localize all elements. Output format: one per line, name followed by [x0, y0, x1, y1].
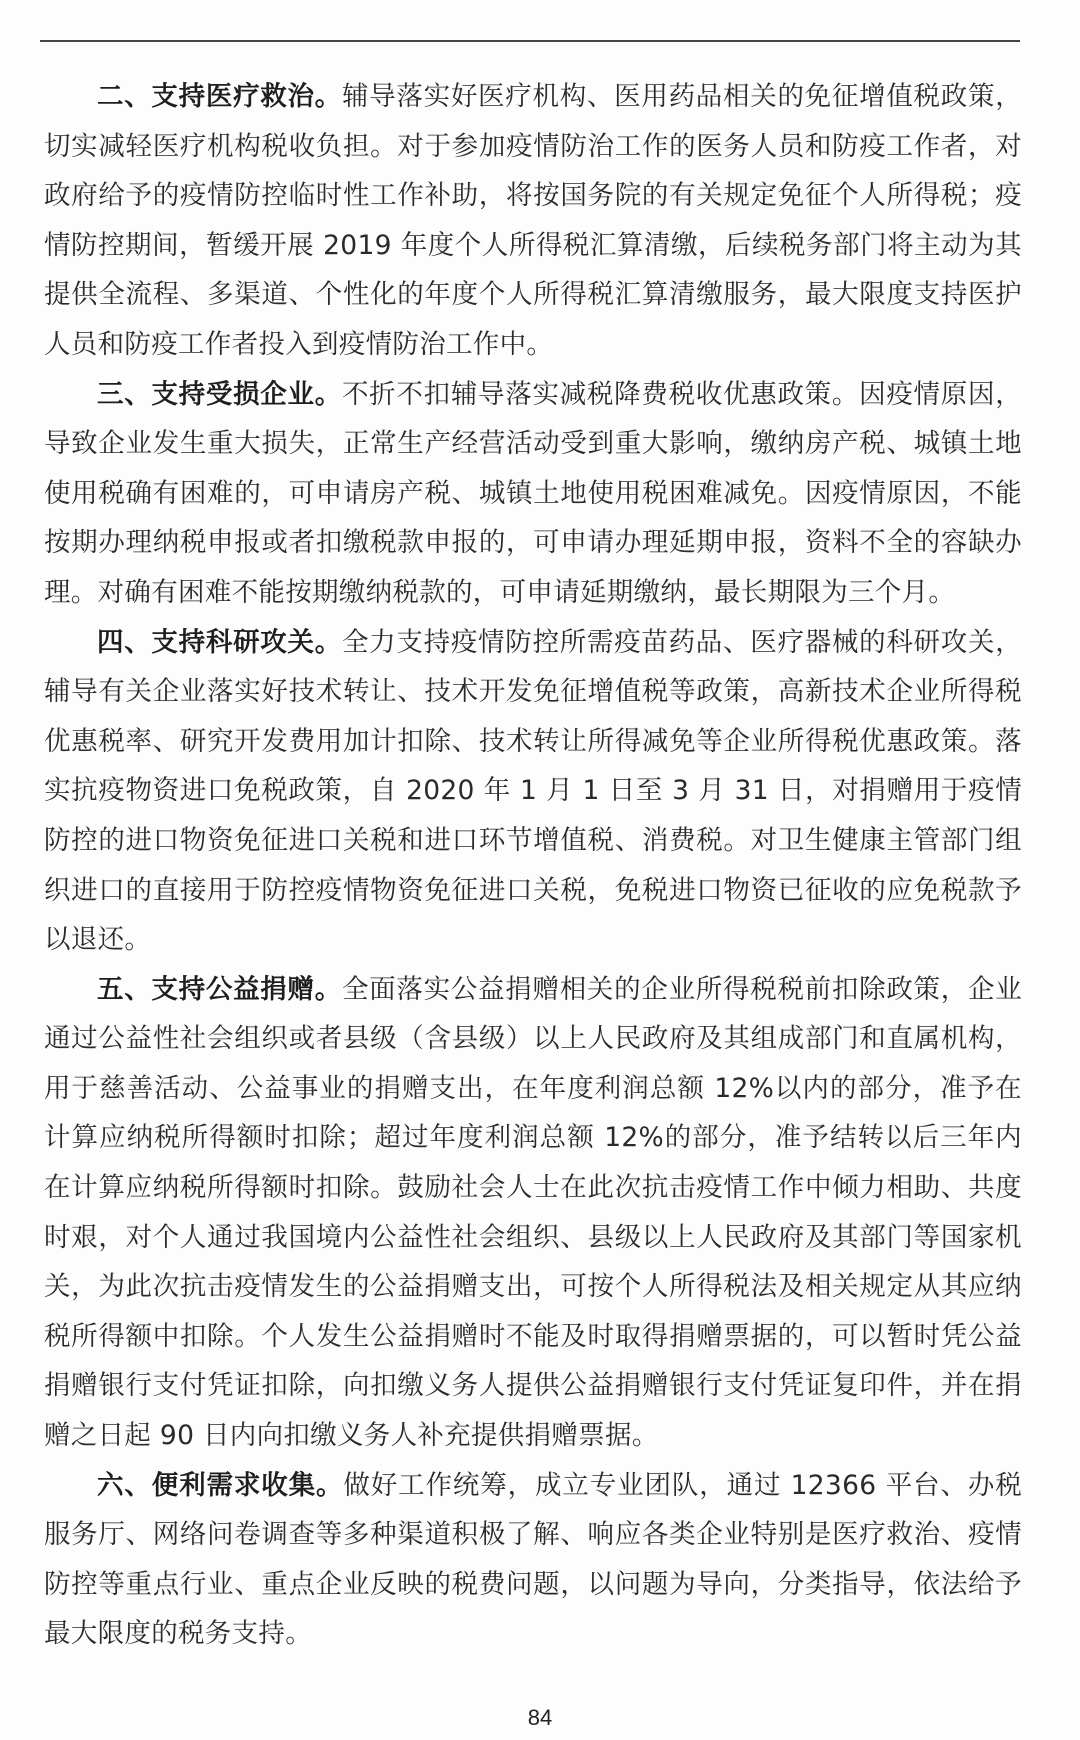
section-text: 全面落实公益捐赠相关的企业所得税税前扣除政策，企业通过公益性社会组织或者县级（含县级）以上人民政府及其组成部门和直属机构，用于慈善活动、公益事业的捐赠支出，在年度利润总额 12%以内的部分，准予在计算应纳税所得额时扣除；超过年度利润总额 12%的部分，准予结转以后三年内在计算应纳税所得额时扣除。鼓励社会人士在此次抗击疫情工作中倾力相助、共度时艰，对个人通过我国境内公益性社会组织、县级以上人民政府及其部门等国家机关，为此次抗击疫情发生的公益捐赠支出，可按个人所得税法及相关规定从其应纳税所得额中扣除。个人发生公益捐赠时不能及时取得捐赠票据的，可以暂时凭公益捐赠银行支付凭证扣除，向扣缴义务人提供公益捐赠银行支付凭证复印件，并在捐赠之日起 90 日内向扣缴义务人补充提供捐赠票据。	[44, 973, 1023, 1452]
page-number: 84	[527, 1705, 553, 1730]
section-demand-collection	[44, 1461, 1022, 1659]
section-research	[44, 618, 1022, 965]
document-body	[44, 72, 1022, 1659]
section-heading: 五、支持公益捐赠。	[97, 973, 342, 1005]
section-medical-treatment	[44, 72, 1022, 370]
section-heading: 二、支持医疗救治。	[97, 81, 342, 112]
section-text: 辅导落实好医疗机构、医用药品相关的免征增值税政策，切实减轻医疗机构税收负担。对于参加疫情防治工作的医务人员和防疫工作者，对政府给予的疫情防控临时性工作补助，将按国务院的有关规定免征个人所得税；疫情防控期间，暂缓开展 2019 年度个人所得税汇算清缴，后续税务部门将主动为其提供全流程、多渠道、个性化的年度个人所得税汇算清缴服务，最大限度支持医护人员和防疫工作者投入到疫情防治工作中。	[44, 81, 1023, 360]
section-text: 全力支持疫情防控所需疫苗药品、医疗器械的科研攻关，辅导有关企业落实好技术转让、技术开发免征增值税等政策，高新技术企业所得税优惠税率、研究开发费用加计扣除、技术转让所得减免等企业所得税优惠政策。落实抗疫物资进口免税政策，自 2020 年 1 月 1 日至 3 月 31 日，对捐赠用于疫情防控的进口物资免征进口关税和进口环节增值税、消费税。对卫生健康主管部门组织进口的直接用于防控疫情物资免征进口关税，免税进口物资已征收的应免税款予以退还。	[44, 626, 1023, 956]
header-rule	[40, 40, 1020, 42]
section-text: 不折不扣辅导落实减税降费税收优惠政策。因疫情原因，导致企业发生重大损失，正常生产经营活动受到重大影响，缴纳房产税、城镇土地使用税确有困难的，可申请房产税、城镇土地使用税困难减免。因疫情原因，不能按期办理纳税申报或者扣缴税款申报的，可申请办理延期申报，资料不全的容缺办理。对确有困难不能按期缴纳税款的，可申请延期缴纳，最长期限为三个月。	[44, 378, 1023, 608]
section-text: 做好工作统筹，成立专业团队，通过 12366 平台、办税服务厅、网络问卷调查等多种渠道积极了解、响应各类企业特别是医疗救治、疫情防控等重点行业、重点企业反映的税费问题，以问题为导向，分类指导，依法给予最大限度的税务支持。	[44, 1469, 1022, 1650]
section-donations	[44, 965, 1022, 1461]
section-heading: 六、便利需求收集。	[97, 1469, 344, 1501]
section-affected-enterprises	[44, 370, 1022, 618]
section-heading: 四、支持科研攻关。	[97, 626, 342, 658]
section-heading: 三、支持受损企业。	[97, 378, 342, 410]
